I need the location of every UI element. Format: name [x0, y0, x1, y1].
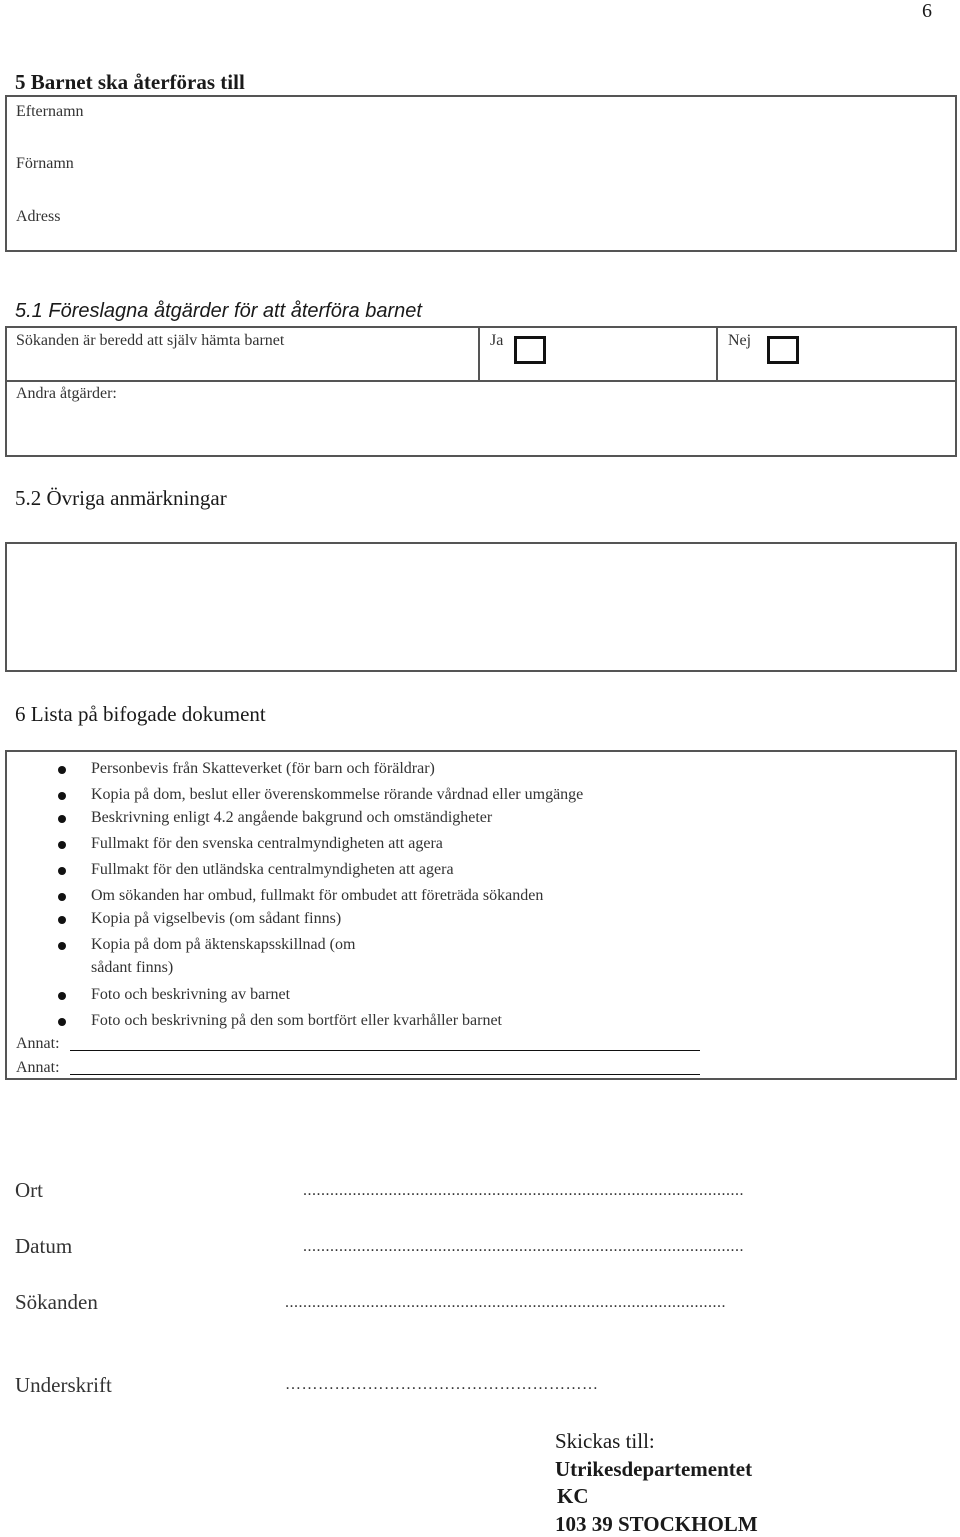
other-label: Annat:	[16, 1059, 60, 1076]
section-5-title: 5 Barnet ska återföras till	[15, 70, 245, 94]
bullet	[58, 766, 66, 774]
list-item: Kopia på vigselbevis (om sådant finns)	[91, 910, 342, 927]
applicant-label: Sökanden	[15, 1290, 98, 1314]
bullet	[58, 1018, 66, 1026]
list-item: Fullmakt för den svenska centralmyndigheten att agera	[91, 835, 443, 852]
firstname-field-label: Förnamn	[16, 155, 74, 172]
pickup-question: Sökanden är beredd att själv hämta barnet	[16, 332, 285, 349]
list-item: Kopia på dom, beslut eller överenskommelse rörande vårdnad eller umgänge	[91, 786, 584, 803]
address-field-label: Adress	[16, 208, 61, 225]
yes-checkbox[interactable]	[514, 336, 546, 364]
measures-box	[5, 326, 957, 457]
return-address-box	[5, 95, 957, 252]
bullet	[58, 916, 66, 924]
attachments-box	[5, 750, 957, 1080]
date-label: Datum	[15, 1234, 73, 1258]
page-number: 6	[922, 0, 932, 22]
list-item: Foto och beskrivning på den som bortfört eller kvarhåller barnet	[91, 1012, 502, 1029]
list-item: Beskrivning enligt 4.2 angående bakgrund och omständigheter	[91, 809, 493, 826]
send-to-org: Utrikesdepartementet	[555, 1457, 753, 1481]
yes-label: Ja	[490, 332, 504, 349]
section-6-title: 6 Lista på bifogade dokument	[15, 702, 266, 726]
surname-field-label: Efternamn	[16, 103, 84, 120]
list-item: Kopia på dom på äktenskapsskillnad (om	[91, 936, 356, 953]
bullet	[58, 942, 66, 950]
list-item: Fullmakt för den utländska centralmyndigheten att agera	[91, 861, 454, 878]
place-label: Ort	[15, 1178, 43, 1202]
list-item: Personbevis från Skatteverket (för barn och föräldrar)	[91, 760, 435, 777]
applicant-dots[interactable]: ..................................................................................................	[285, 1294, 726, 1311]
section-5-1-title: 5.1 Föreslagna åtgärder för att återföra barnet	[15, 300, 422, 322]
signature-dots[interactable]: …………………………………………………	[285, 1376, 599, 1393]
other-underline[interactable]	[70, 1050, 700, 1051]
bullet	[58, 841, 66, 849]
send-to-city: 103 39 STOCKHOLM	[555, 1512, 758, 1536]
divider	[7, 380, 955, 382]
section-5-2-title: 5.2 Övriga anmärkningar	[15, 486, 227, 510]
divider	[716, 328, 718, 380]
no-label: Nej	[728, 332, 752, 349]
bullet	[58, 815, 66, 823]
other-label: Annat:	[16, 1035, 60, 1052]
send-to-unit: KC	[557, 1484, 589, 1508]
no-checkbox[interactable]	[767, 336, 799, 364]
place-dots[interactable]: ..................................................................................................	[303, 1182, 744, 1199]
bullet	[58, 867, 66, 875]
other-measures-label: Andra åtgärder:	[16, 385, 117, 402]
bullet	[58, 992, 66, 1000]
list-item-continuation: sådant finns)	[91, 959, 174, 976]
list-item: Foto och beskrivning av barnet	[91, 986, 291, 1003]
send-to-label: Skickas till:	[555, 1429, 655, 1453]
list-item: Om sökanden har ombud, fullmakt för ombudet att företräda sökanden	[91, 887, 544, 904]
remarks-box[interactable]	[5, 542, 957, 672]
bullet	[58, 792, 66, 800]
date-dots[interactable]: ..................................................................................................	[303, 1238, 744, 1255]
signature-label: Underskrift	[15, 1373, 112, 1397]
bullet	[58, 893, 66, 901]
other-underline[interactable]	[70, 1074, 700, 1075]
divider	[478, 328, 480, 380]
